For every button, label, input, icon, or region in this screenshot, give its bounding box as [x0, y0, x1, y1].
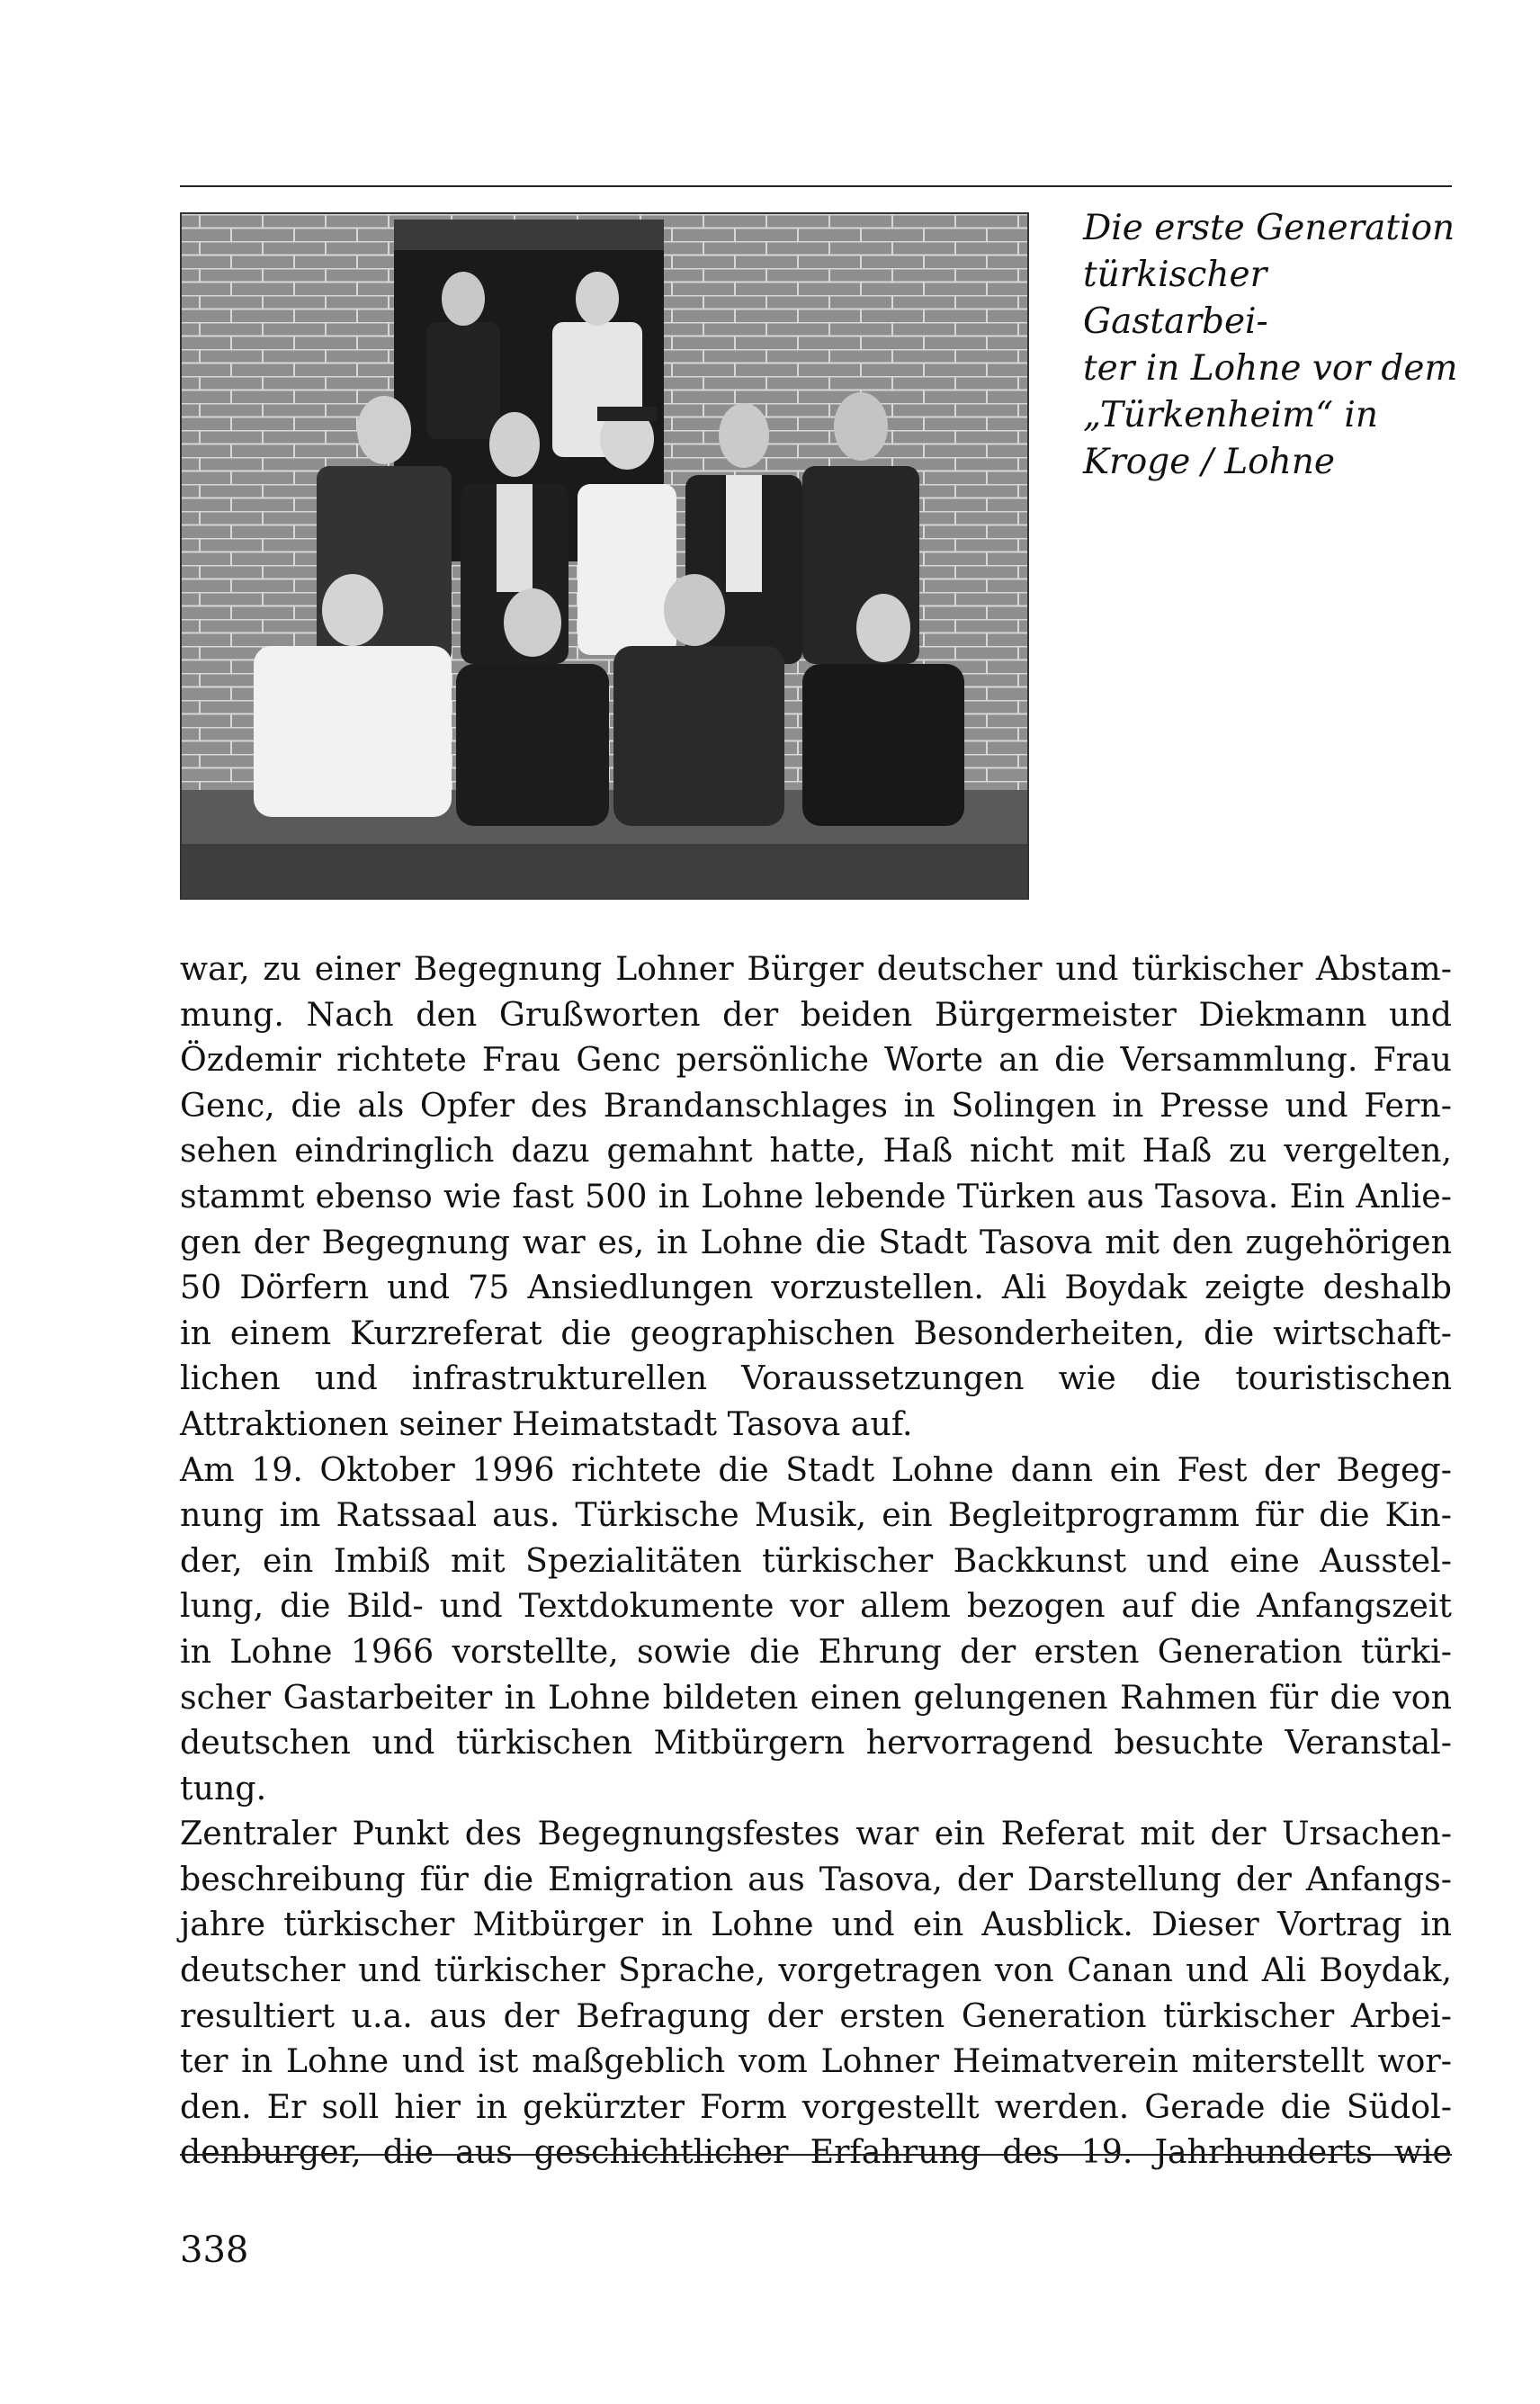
caption-line: ter in Lohne vor dem	[1083, 348, 1458, 389]
body-line: in Lohne 1966 vorstellte, sowie die Ehrung der ersten Generation türki-	[180, 1631, 1452, 1671]
body-line: tung.	[180, 1768, 267, 1807]
body-line: Am 19. Oktober 1996 richtete die Stadt Lohne dann ein Fest der Begeg-	[180, 1449, 1452, 1489]
body-line: lung, die Bild- und Textdokumente vor allem bezogen auf die Anfangszeit	[180, 1586, 1452, 1626]
body-line: der, ein Imbiß mit Spezialitäten türkischer Backkunst und eine Ausstel-	[180, 1540, 1452, 1580]
body-line: Genc, die als Opfer des Brandanschlages in Solingen in Presse und Fern-	[180, 1085, 1452, 1125]
body-text	[180, 946, 1452, 2175]
body-line: stammt ebenso wie fast 500 in Lohne lebende Türken aus Tasova. Ein Anlie-	[180, 1176, 1452, 1215]
body-line: denburger, die aus geschichtlicher Erfahrung des 19. Jahrhunderts wie	[180, 2132, 1452, 2172]
body-line: sehen eindringlich dazu gemahnt hatte, Haß nicht mit Haß zu vergelten,	[180, 1131, 1452, 1171]
body-line: lichen und infrastrukturellen Voraussetzungen wie die touristischen	[180, 1359, 1452, 1398]
group-photo	[180, 212, 1029, 900]
page-number: 338	[180, 2229, 249, 2271]
body-line: Attraktionen seiner Heimatstadt Tasova auf.	[180, 1404, 913, 1443]
body-line: mung. Nach den Grußworten der beiden Bürgermeister Diekmann und	[180, 994, 1452, 1034]
body-line: gen der Begegnung war es, in Lohne die Stadt Tasova mit den zugehörigen	[180, 1222, 1452, 1261]
body-line: in einem Kurzreferat die geographischen Besonderheiten, die wirtschaft-	[180, 1313, 1452, 1352]
caption-line: Kroge / Lohne	[1083, 442, 1335, 482]
body-line: scher Gastarbeiter in Lohne bildeten einen gelungenen Rahmen für die von	[180, 1677, 1452, 1717]
body-line: den. Er soll hier in gekürzter Form vorgestellt werden. Gerade die Südol-	[180, 2086, 1452, 2126]
body-line: war, zu einer Begegnung Lohner Bürger deutscher und türkischer Abstam-	[180, 949, 1452, 988]
photo-caption	[1083, 205, 1461, 486]
bottom-rule	[180, 2154, 1452, 2156]
body-line: deutscher und türkischer Sprache, vorgetragen von Canan und Ali Boydak,	[180, 1951, 1452, 1990]
top-rule	[180, 185, 1452, 187]
body-line: beschreibung für die Emigration aus Tasova, der Darstellung der Anfangs-	[180, 1859, 1452, 1898]
body-line: ter in Lohne und ist maßgeblich vom Lohner Heimatverein miterstellt wor-	[180, 2041, 1452, 2081]
body-line: Zentraler Punkt des Begegnungsfestes war ein Referat mit der Ursachen-	[180, 1814, 1452, 1853]
body-line: nung im Ratssaal aus. Türkische Musik, ein Begleitprogramm für die Kin-	[180, 1495, 1452, 1535]
caption-line: Die erste Generation	[1083, 208, 1455, 248]
body-line: Özdemir richtete Frau Genc persönliche Worte an die Versammlung. Frau	[180, 1040, 1452, 1080]
body-line: 50 Dörfern und 75 Ansiedlungen vorzustellen. Ali Boydak zeigte deshalb	[180, 1268, 1452, 1307]
caption-line: türkischer Gastarbei-	[1083, 255, 1268, 342]
caption-line: „Türkenheim“ in	[1083, 395, 1378, 435]
group-photo-drawing	[182, 214, 1027, 898]
body-line: resultiert u.a. aus der Befragung der ersten Generation türkischer Arbei-	[180, 1996, 1452, 2035]
body-line: jahre türkischer Mitbürger in Lohne und ein Ausblick. Dieser Vortrag in	[180, 1905, 1452, 1944]
body-line: deutschen und türkischen Mitbürgern hervorragend besuchte Veranstal-	[180, 1723, 1452, 1763]
